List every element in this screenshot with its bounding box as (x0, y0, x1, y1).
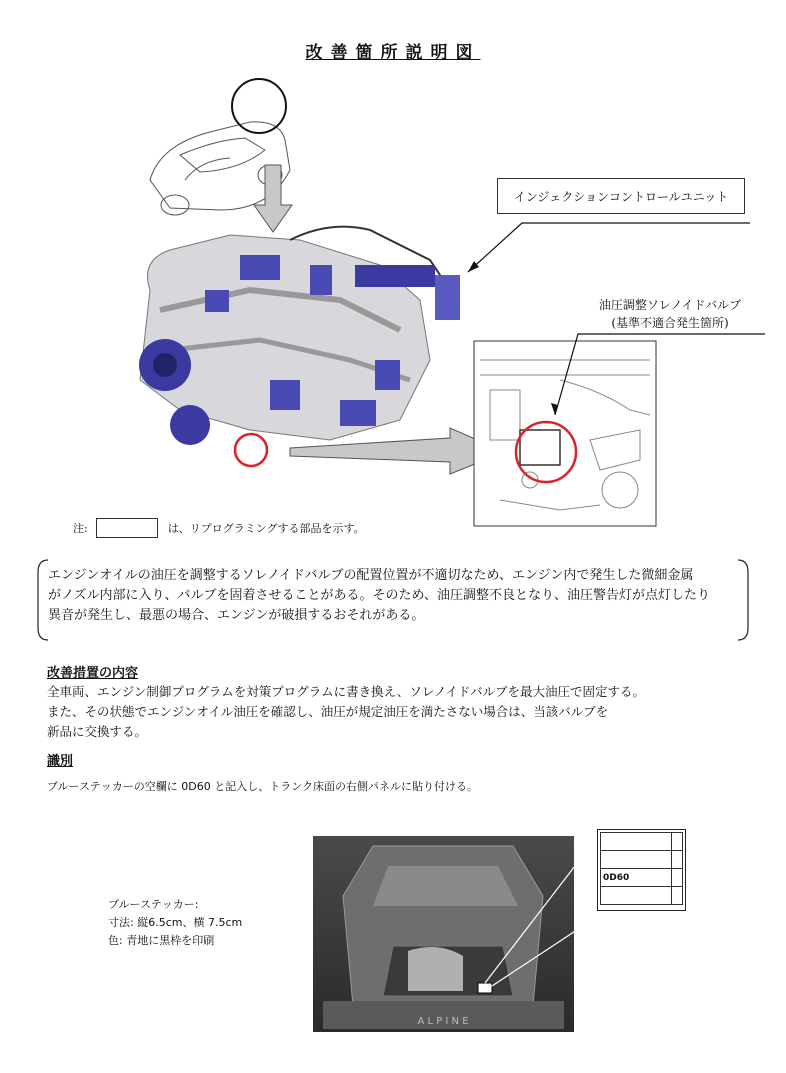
measures-body (47, 682, 767, 742)
trunk-logo-text: A L P I N E (417, 1016, 469, 1027)
description-line: がノズル内部に入り、バルブを固着させることがある。そのため、油圧調整不良となり、油圧警告灯が点灯したり (48, 588, 710, 603)
note-suffix: は、リプログラミングする部品を示す。 (167, 522, 365, 535)
valve-detail-frame (474, 341, 656, 526)
measures-line: 新品に交換する。 (47, 724, 148, 739)
sticker-location (478, 983, 492, 993)
sticker-info-line: 色: 青地に黒枠を印刷 (108, 934, 215, 947)
measures-line: また、その状態でエンジンオイル油圧を確認し、油圧が規定油圧を満たさない場合は、当該バルブを (47, 704, 609, 719)
defect-description (40, 562, 746, 638)
ecu-callout-label: インジェクションコントロールユニット (497, 178, 745, 214)
page-title: 改善箇所説明図 (305, 43, 481, 63)
sticker-enlargement (597, 829, 686, 911)
description-line: 異音が発生し、最悪の場合、エンジンが破損するおそれがある。 (48, 608, 425, 623)
legend-note (73, 518, 365, 538)
engine-illustration (0, 60, 786, 530)
engine-block (139, 227, 460, 445)
valve-label-line2: (基準不適合発生箇所) (611, 316, 729, 330)
sticker-info-line: ブルーステッカー: (108, 898, 199, 911)
sticker-info (108, 896, 242, 950)
identification-text: ブルーステッカーの空欄に 0D60 と記入し、トランク床面の右側パネルに貼り付ける。 (47, 780, 479, 793)
note-prefix: 注: (73, 522, 88, 535)
measures-heading: 改善措置の内容 (47, 666, 139, 681)
solenoid-valve (520, 430, 560, 465)
trunk-photo (313, 836, 574, 1032)
zoom-circle (232, 79, 286, 133)
sticker-info-line: 寸法: 縦6.5cm、横 7.5cm (108, 916, 243, 929)
valve-callout-label (580, 296, 760, 332)
sticker-grid (600, 832, 683, 905)
valve-label-line1: 油圧調整ソレノイドバルブ (598, 298, 742, 312)
legend-box (96, 518, 158, 538)
engine-valve-circle (235, 434, 267, 466)
identification-heading: 識別 (47, 754, 74, 769)
description-line: エンジンオイルの油圧を調整するソレノイドバルブの配置位置が不適切なため、エンジン内で発生した微細金属 (48, 568, 694, 583)
down-arrow (254, 165, 292, 232)
sticker-code: 0D60 (601, 869, 672, 887)
measures-line: 全車両、エンジン制御プログラムを対策プログラムに書き換え、ソレノイドバルブを最大油圧で固定する。 (47, 684, 646, 699)
